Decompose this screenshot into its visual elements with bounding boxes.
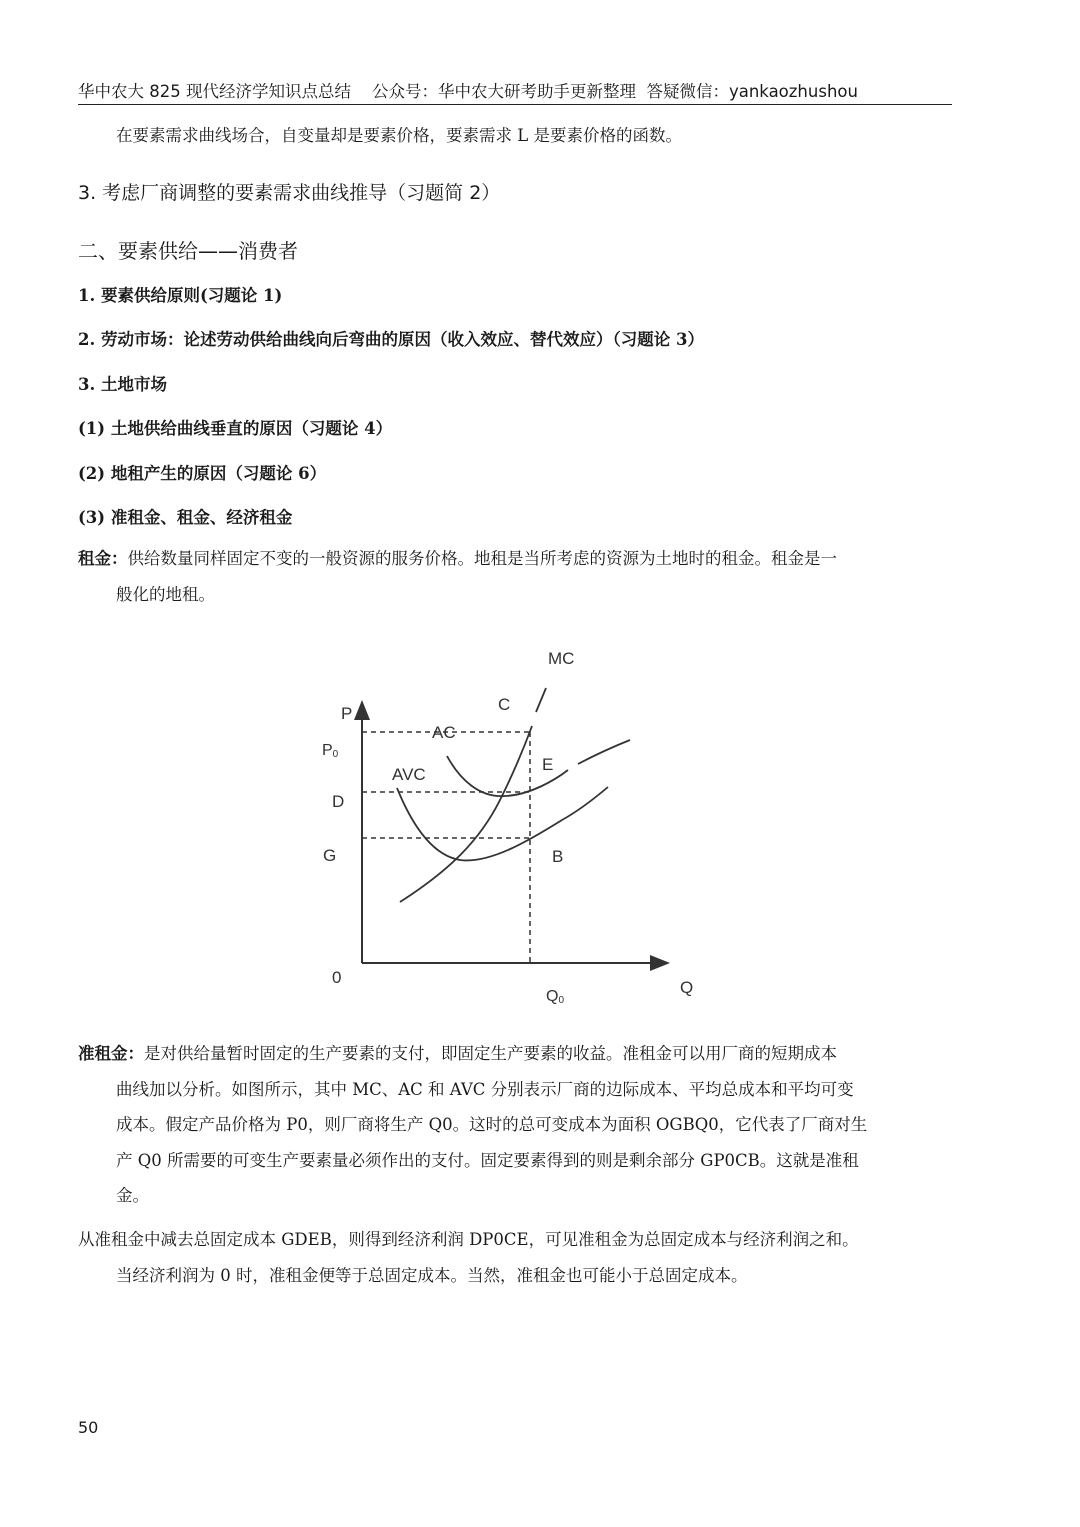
- e-label: E: [542, 755, 554, 774]
- list-item: (2) 地租产生的原因（习题论 6）: [78, 464, 327, 483]
- list-item: 1. 要素供给原则(习题论 1): [78, 286, 283, 305]
- c-label: C: [498, 695, 511, 714]
- quasi-rent-paragraph: [78, 1036, 952, 1214]
- header-title: 华中农大 825 现代经济学知识点总结: [78, 82, 351, 101]
- page-header: [78, 78, 952, 105]
- d-label: D: [332, 792, 345, 811]
- p0-label-sub: 0: [332, 749, 339, 760]
- mc-label: MC: [548, 649, 575, 668]
- rent-line: 般化的地租。: [116, 584, 215, 604]
- p0-label: [322, 742, 339, 760]
- p-axis-label: P: [341, 704, 353, 723]
- origin-label: 0: [332, 968, 342, 987]
- quasi-rent-line: 曲线加以分析。如图所示，其中 MC、AC 和 AVC 分别表示厂商的边际成本、平均总成本和平均可变: [116, 1079, 854, 1099]
- header-contact: 答疑微信：yankaozhushou: [646, 82, 858, 101]
- rent-paragraph: [78, 541, 952, 612]
- list-item: (3) 准租金、租金、经济租金: [78, 508, 293, 527]
- page-number: 50: [78, 1418, 99, 1437]
- avc-curve: [397, 787, 608, 860]
- list-item: (1) 土地供给曲线垂直的原因（习题论 4）: [78, 419, 393, 438]
- cost-curve-chart: [300, 630, 720, 1020]
- quasi-rent-line: 成本。假定产品价格为 P0，则厂商将生产 Q0。这时的总可变成本为面积 OGBQ0，它代表了厂商对生: [116, 1115, 868, 1134]
- quasi-rent-term: 准租金：: [78, 1044, 144, 1063]
- ac-label: AC: [432, 723, 456, 742]
- conclusion-line: 当经济利润为 0 时，准租金便等于总固定成本。当然，准租金也可能小于总固定成本。: [116, 1265, 748, 1285]
- list-item: 3. 土地市场: [78, 375, 167, 394]
- mc-curve: [400, 726, 532, 902]
- rent-line: 供给数量同样固定不变的一般资源的服务价格。地租是当所考虑的资源为土地时的租金。租金是一: [127, 549, 837, 568]
- b-label: B: [552, 847, 564, 866]
- quasi-rent-line: 是对供给量暂时固定的生产要素的支付，即固定生产要素的收益。准租金可以用厂商的短期成本: [144, 1044, 837, 1063]
- q-axis-label: Q: [680, 978, 694, 997]
- p0-label-main: P: [322, 742, 333, 759]
- g-label: G: [323, 846, 337, 865]
- mc-curve-upper: [536, 688, 546, 712]
- conclusion-paragraph: [78, 1222, 952, 1293]
- quasi-rent-line: 产 Q0 所需要的可变生产要素量必须作出的支付。固定要素得到的则是剩余部分 GP0CB。这就是准租: [116, 1150, 859, 1170]
- ac-curve-upper: [578, 740, 630, 764]
- intro-line: 在要素需求曲线场合，自变量却是要素价格，要素需求 L 是要素价格的函数。: [116, 126, 682, 145]
- rent-term: 租金：: [78, 549, 128, 568]
- q0-label: [546, 988, 564, 1006]
- item3-heading: 3. 考虑厂商调整的要素需求曲线推导（习题简 2）: [78, 182, 501, 204]
- section2-heading: 二、要素供给——消费者: [78, 239, 298, 263]
- avc-label: AVC: [392, 765, 426, 784]
- conclusion-line: 从准租金中减去总固定成本 GDEB，则得到经济利润 DP0CE，可见准租金为总固定成本与经济利润之和。: [78, 1230, 859, 1249]
- list-item: 2. 劳动市场：论述劳动供给曲线向后弯曲的原因（收入效应、替代效应）（习题论 3）: [78, 330, 704, 349]
- quasi-rent-line: 金。: [116, 1186, 149, 1205]
- q0-label-main: Q: [546, 988, 559, 1005]
- header-wechat: 公众号：华中农大研考助手更新整理: [371, 82, 636, 101]
- q0-label-sub: 0: [558, 995, 565, 1006]
